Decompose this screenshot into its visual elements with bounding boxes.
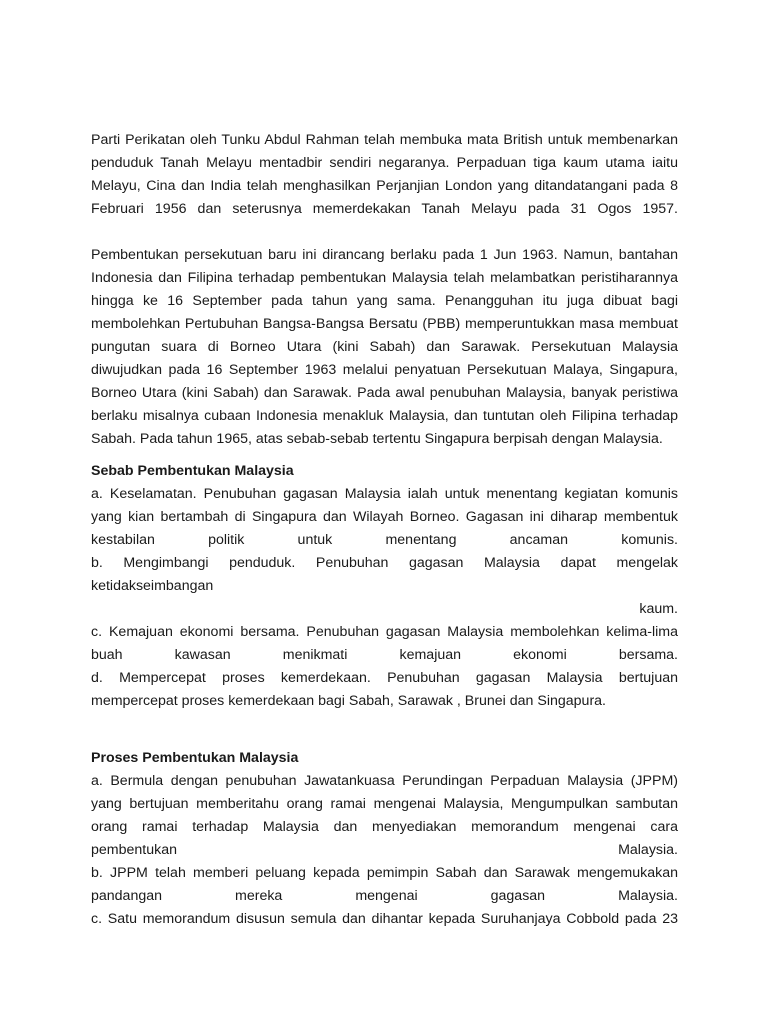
text-line: pembentukan Malaysia. [91, 842, 678, 858]
text-line: berlaku misalnya cubaan Indonesia menakluk Malaysia, dan tuntutan oleh Filipina terhadap [91, 408, 678, 424]
text-line: Parti Perikatan oleh Tunku Abdul Rahman telah membuka mata British untuk membenarkan [91, 132, 678, 148]
paragraph-formation [91, 244, 678, 451]
text-line: Melayu, Cina dan India telah menghasilkan Perjanjian London yang ditandatangani pada 8 [91, 178, 678, 194]
text-line: penduduk Tanah Melayu mentadbir sendiri negaranya. Perpaduan tiga kaum utama iaitu [91, 155, 678, 171]
text-line: mempercepat proses kemerdekaan bagi Sabah, Sarawak , Brunei dan Singapura. [91, 693, 606, 709]
text-line: d. Mempercepat proses kemerdekaan. Penubuhan gagasan Malaysia bertujuan [91, 670, 678, 686]
text-line: ketidakseimbangan [91, 578, 214, 594]
text-line: a. Keselamatan. Penubuhan gagasan Malaysia ialah untuk menentang kegiatan komunis [91, 486, 678, 502]
text-line: Borneo Utara (kini Sabah) dan Sarawak. Pada awal penubuhan Malaysia, banyak peristiwa [91, 385, 678, 401]
document-page [91, 129, 678, 931]
text-line: c. Satu memorandum disusun semula dan dihantar kepada Suruhanjaya Cobbold pada 23 [91, 911, 678, 927]
text-line: kaum. [639, 601, 678, 617]
section-heading: Sebab Pembentukan Malaysia [91, 463, 294, 479]
text-line: kestabilan politik untuk menentang ancaman komunis. [91, 532, 678, 548]
text-line: buah kawasan menikmati kemajuan ekonomi bersama. [91, 647, 678, 663]
text-line: Sabah. Pada tahun 1965, atas sebab-sebab tertentu Singapura berpisah dengan Malaysia. [91, 431, 663, 447]
paragraph-intro [91, 129, 678, 221]
section-process [91, 747, 678, 931]
text-line: b. JPPM telah memberi peluang kepada pemimpin Sabah dan Sarawak mengemukakan [91, 865, 678, 881]
text-line: c. Kemajuan ekonomi bersama. Penubuhan gagasan Malaysia membolehkan kelima-lima [91, 624, 678, 640]
text-line: pungutan suara di Borneo Utara (kini Sabah) dan Sarawak. Persekutuan Malaysia [91, 339, 678, 355]
text-line: yang bertujuan memberitahu orang ramai mengenai Malaysia, Mengumpulkan sambutan [91, 796, 678, 812]
text-line: Indonesia dan Filipina terhadap pembentukan Malaysia telah melambatkan peristiharannya [91, 270, 678, 286]
text-line: a. Bermula dengan penubuhan Jawatankuasa Perundingan Perpaduan Malaysia (JPPM) [91, 773, 678, 789]
section-reasons [91, 460, 678, 713]
text-line: b. Mengimbangi penduduk. Penubuhan gagasan Malaysia dapat mengelak [91, 555, 678, 571]
text-line: orang ramai terhadap Malaysia dan menyediakan memorandum mengenai cara [91, 819, 678, 835]
text-line: pandangan mereka mengenai gagasan Malaysia. [91, 888, 678, 904]
section-heading: Proses Pembentukan Malaysia [91, 750, 299, 766]
text-line: yang kian bertambah di Singapura dan Wilayah Borneo. Gagasan ini diharap membentuk [91, 509, 678, 525]
text-line: Pembentukan persekutuan baru ini dirancang berlaku pada 1 Jun 1963. Namun, bantahan [91, 247, 678, 263]
text-line: membolehkan Pertubuhan Bangsa-Bangsa Bersatu (PBB) memperuntukkan masa membuat [91, 316, 678, 332]
text-line: diwujudkan pada 16 September 1963 melalui penyatuan Persekutuan Malaya, Singapura, [91, 362, 678, 378]
text-line: Februari 1956 dan seterusnya memerdekakan Tanah Melayu pada 31 Ogos 1957. [91, 201, 678, 217]
text-line: hingga ke 16 September pada tahun yang sama. Penangguhan itu juga dibuat bagi [91, 293, 678, 309]
